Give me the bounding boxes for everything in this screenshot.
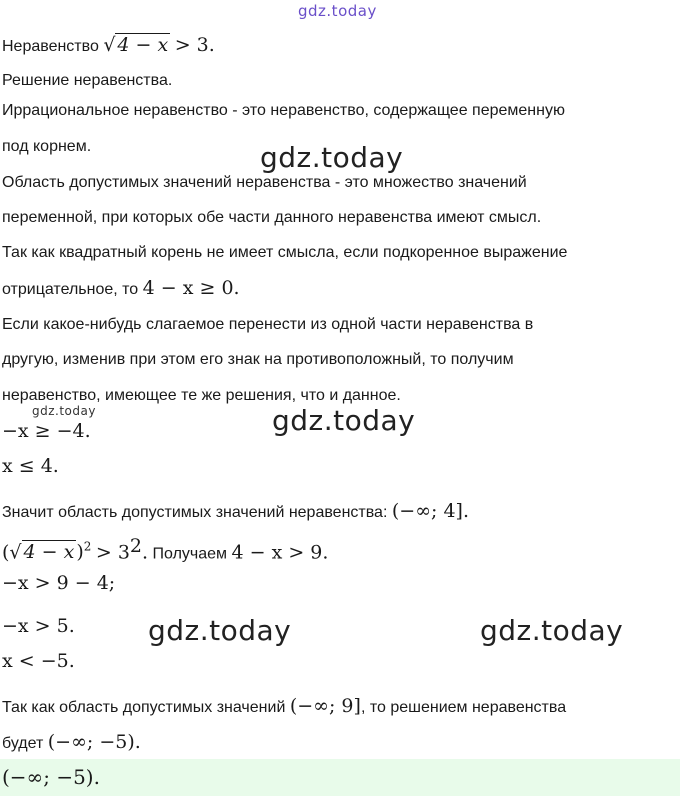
squared-result: 4 − x > 9. [231,541,329,564]
watermark-small: gdz.today [32,404,96,418]
step-5: x < −5. [2,650,75,672]
transfer-rule-3: неравенство, имеющее те же решения, что и данное. [2,387,401,404]
domain-interval: (−∞; 4]. [391,500,470,522]
step-3: −x > 9 − 4; [2,572,116,594]
conclusion-2: будет (−∞; −5). [2,731,141,753]
answer-box [0,759,680,796]
definition-line-2: под корнем. [2,138,92,155]
sqrt-condition-2: отрицательное, то 4 − x ≥ 0. [2,277,240,299]
step-2: x ≤ 4. [2,455,59,477]
watermark-1: gdz.today [260,141,404,174]
conclusion-1: Так как область допустимых значений (−∞; 9], то решением неравенства [2,695,567,717]
domain-definition-2: переменной, при которых обе части данного неравенства имеют смысл. [2,209,542,226]
definition-line-1: Иррациональное неравенство - это неравенство, содержащее переменную [2,102,565,119]
answer-text: (−∞; −5). [2,765,100,789]
problem-label: Неравенство [2,38,99,55]
solution-interval: (−∞; −5). [47,731,141,753]
step-4: −x > 5. [2,615,75,637]
squared-line: (√ 4 − x )$^2 > 3^2$. Получаем 4 − x > 9. [2,535,329,564]
solution-heading: Решение неравенства. [2,72,173,89]
transfer-rule-1: Если какое-нибудь слагаемое перенести из одной части неравенства в [2,316,534,333]
transfer-rule-2: другую, изменив при этом его знак на противоположный, то получим [2,351,514,368]
sqrt-expression: 4 − x [117,34,169,56]
step-1: −x ≥ −4. [2,420,91,442]
watermark-3: gdz.today [148,614,292,647]
problem-statement: Неравенство √ 4 − x > 3. [2,34,215,56]
watermark-2: gdz.today [272,404,416,437]
domain-interval-2: (−∞; 9] [289,695,361,717]
watermark-4: gdz.today [480,614,624,647]
watermark-top: gdz.today [298,2,377,20]
problem-rhs: > 3. [174,34,215,56]
sqrt-condition-1: Так как квадратный корень не имеет смысла, если подкоренное выражение [2,244,568,261]
domain-result: Значит область допустимых значений неравенства: (−∞; 4]. [2,500,470,522]
domain-definition-1: Область допустимых значений неравенства - это множество значений [2,174,527,191]
domain-condition: 4 − x ≥ 0. [142,277,240,299]
